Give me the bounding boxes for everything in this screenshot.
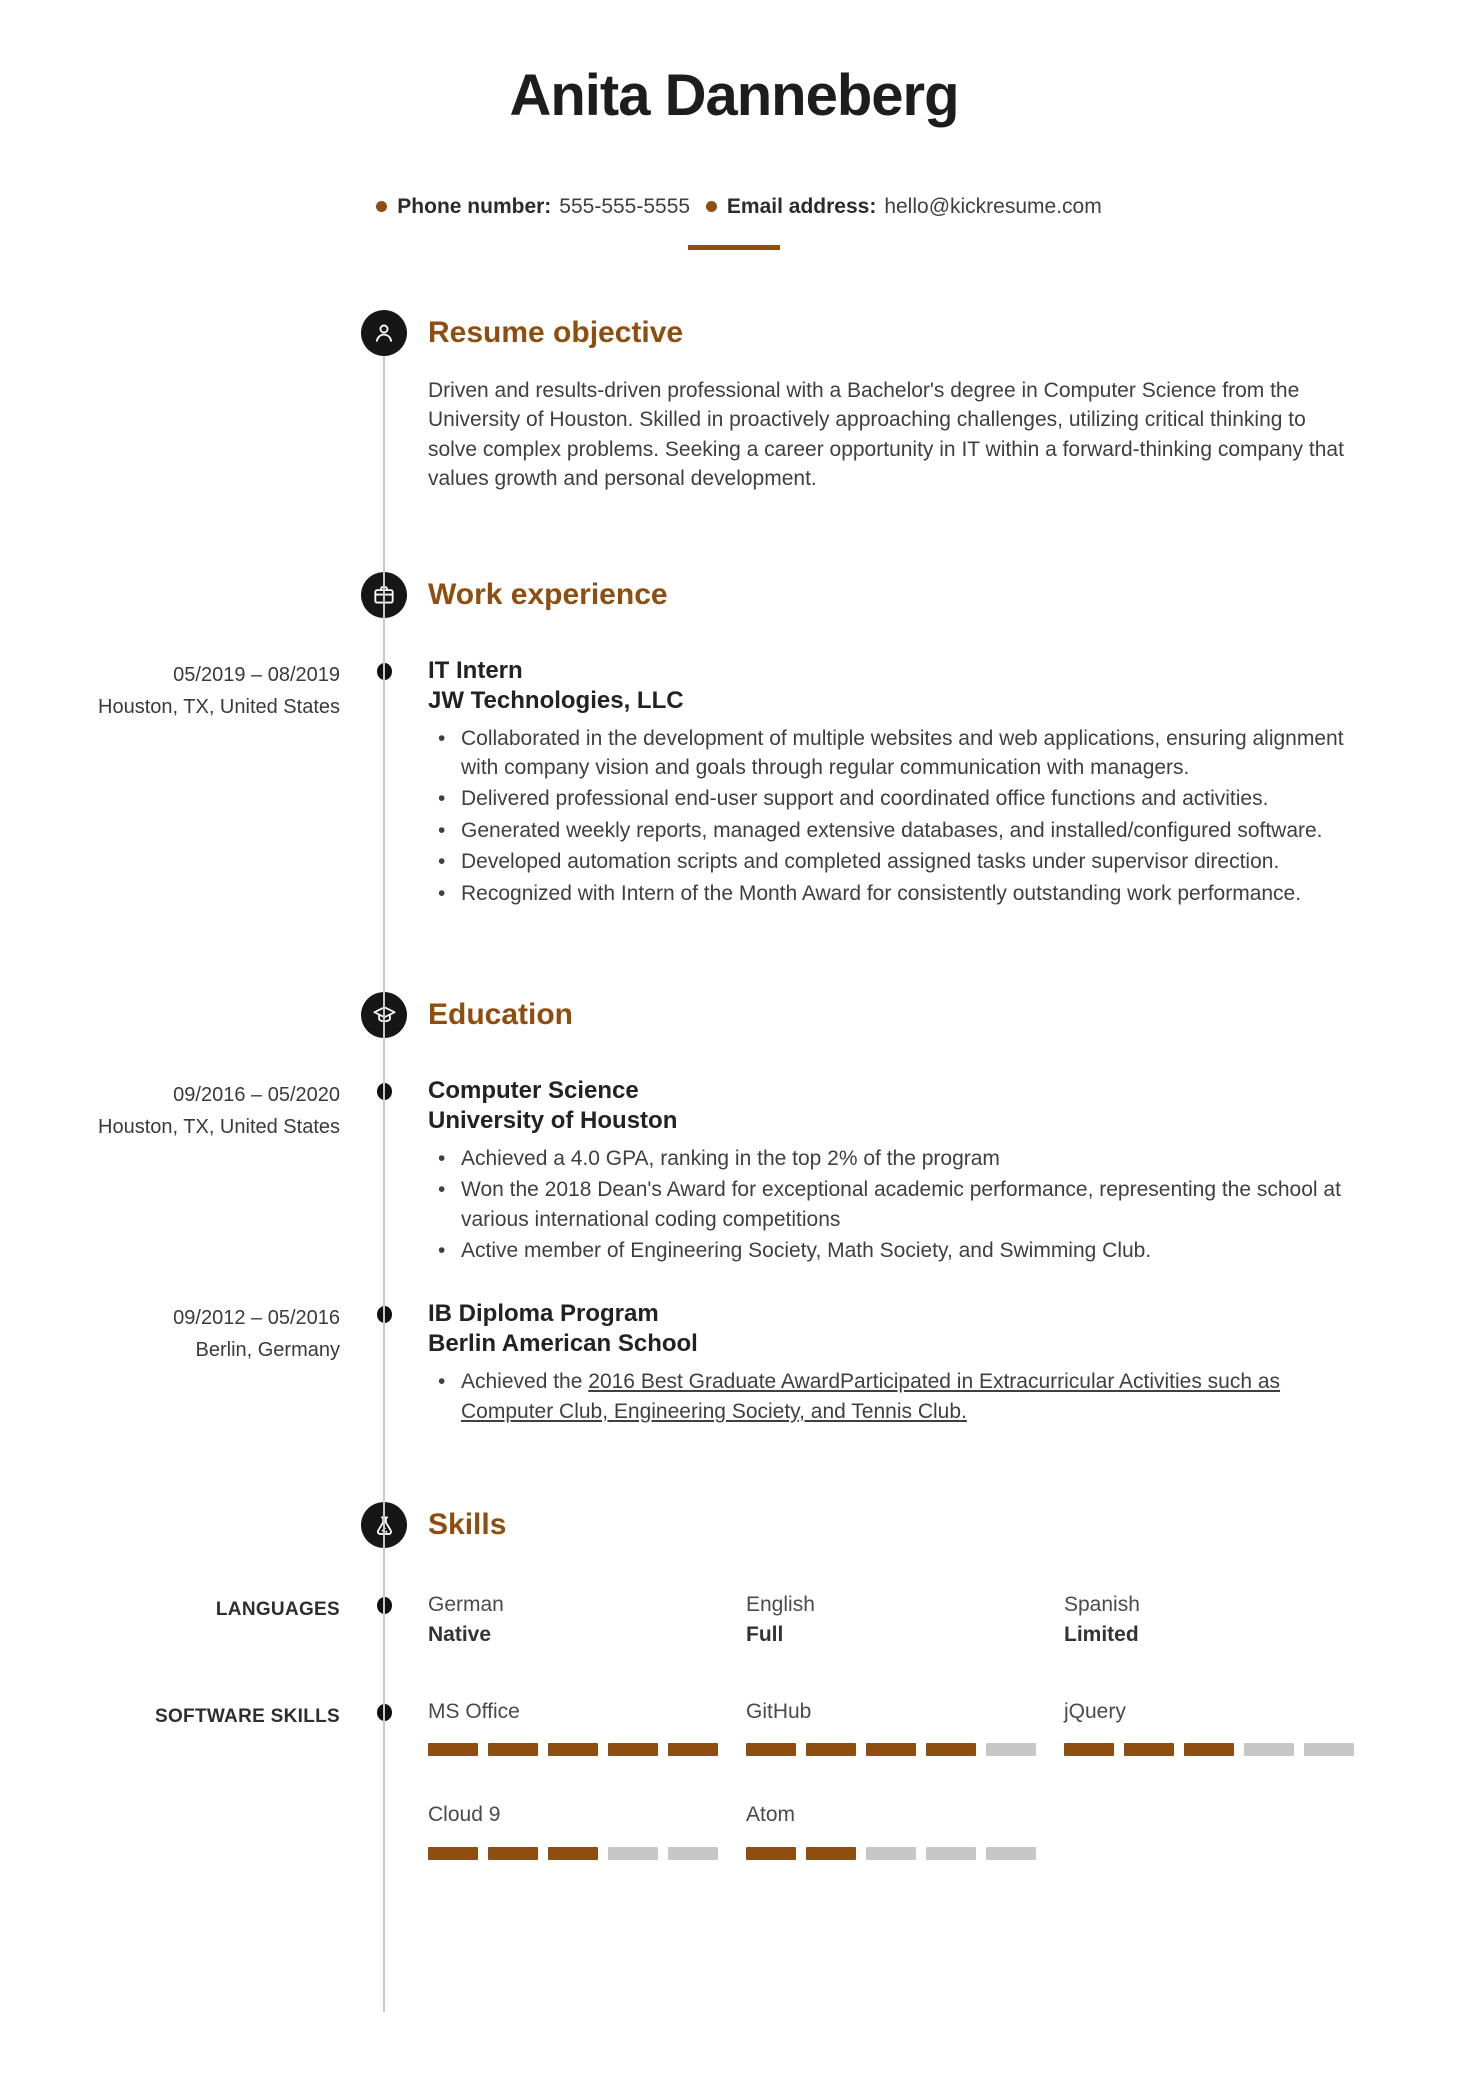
software-skills-row — [0, 1697, 1468, 1756]
section-title-objective: Resume objective — [428, 316, 684, 349]
work-role: IT Intern — [428, 656, 523, 684]
software-skill-name: GitHub — [746, 1700, 812, 1724]
rating-segment-filled — [746, 1743, 796, 1756]
rating-segment-filled — [428, 1847, 478, 1860]
rating-segment-empty — [986, 1743, 1036, 1756]
education-entry — [0, 1299, 1468, 1426]
work-bullet: • Recognized with Intern of the Month Award for consistently outstanding work performance. — [428, 879, 1346, 908]
skill-rating-bar — [428, 1847, 746, 1860]
education-dates: 09/2012 – 05/2016 — [173, 1307, 340, 1330]
rating-segment-filled — [746, 1847, 796, 1860]
rating-segment-filled — [608, 1743, 658, 1756]
language-level: Native — [428, 1622, 492, 1646]
phone-value: 555-555-5555 — [559, 195, 691, 218]
education-degree: Computer Science — [428, 1076, 639, 1104]
work-bullet: • Delivered professional end-user support and coordinated office functions and activities. — [428, 784, 1346, 813]
objective-body — [0, 376, 1468, 494]
software-skill-item — [746, 1697, 1064, 1756]
rating-segment-filled — [1064, 1743, 1114, 1756]
education-bullet: • Achieved the 2016 Best Graduate AwardParticipated in Extracurricular Activities such as Computer Club, Engineering Society, and Tennis Club. — [428, 1367, 1346, 1426]
page-title: Anita Danneberg — [509, 63, 959, 128]
work-bullet-list — [428, 724, 1346, 908]
rating-segment-empty — [866, 1847, 916, 1860]
language-level: Full — [746, 1622, 784, 1646]
rating-segment-filled — [548, 1847, 598, 1860]
rating-segment-filled — [866, 1743, 916, 1756]
education-degree: IB Diploma Program — [428, 1300, 659, 1328]
education-entry — [0, 1076, 1468, 1266]
education-entry-meta — [0, 1299, 340, 1366]
rating-segment-empty — [986, 1847, 1036, 1860]
bullet-dot-icon — [376, 201, 387, 212]
timeline-line — [383, 356, 385, 2012]
skill-rating-bar — [746, 1743, 1064, 1756]
language-level: Limited — [1064, 1622, 1139, 1646]
software-skills-label: SOFTWARE SKILLS — [155, 1706, 340, 1728]
section-skills-header — [0, 1502, 1468, 1548]
section-education-header — [0, 992, 1468, 1038]
section-objective-header — [0, 310, 1468, 356]
work-entry-meta — [0, 656, 340, 723]
section-work-header — [0, 572, 1468, 618]
software-skill-item — [746, 1800, 1064, 1859]
rating-segment-filled — [926, 1743, 976, 1756]
education-bullet: • Active member of Engineering Society, Math Society, and Swimming Club. — [428, 1236, 1346, 1265]
languages-row — [0, 1590, 1468, 1649]
rating-segment-filled — [1184, 1743, 1234, 1756]
person-icon — [361, 310, 407, 356]
rating-segment-filled — [488, 1847, 538, 1860]
work-entry-content — [428, 656, 1346, 908]
skill-rating-bar — [428, 1743, 746, 1756]
software-skill-item — [428, 1800, 746, 1859]
education-entry-content — [428, 1076, 1346, 1266]
rating-segment-empty — [608, 1847, 658, 1860]
rating-segment-filled — [806, 1847, 856, 1860]
work-dates: 05/2019 – 08/2019 — [173, 663, 340, 686]
education-location: Houston, TX, United States — [98, 1115, 340, 1138]
rating-segment-filled — [488, 1743, 538, 1756]
language-item — [428, 1590, 746, 1649]
work-location: Houston, TX, United States — [98, 695, 340, 718]
education-school: University of Houston — [428, 1106, 678, 1134]
rating-segment-filled — [428, 1743, 478, 1756]
languages-label: LANGUAGES — [215, 1599, 340, 1621]
phone-label: Phone number: — [397, 195, 552, 218]
education-school: Berlin American School — [428, 1330, 698, 1358]
email-label: Email address: — [726, 195, 877, 218]
education-dates: 09/2016 – 05/2020 — [173, 1083, 340, 1106]
education-bullet: • Won the 2018 Dean's Award for exceptional academic performance, representing the school at various international coding competitions — [428, 1175, 1346, 1234]
rating-segment-empty — [668, 1847, 718, 1860]
rating-segment-empty — [1304, 1743, 1354, 1756]
education-location: Berlin, Germany — [195, 1339, 340, 1362]
language-name: English — [746, 1593, 815, 1617]
language-item — [1064, 1590, 1382, 1649]
software-skill-name: MS Office — [428, 1700, 520, 1724]
language-item — [746, 1590, 1064, 1649]
education-entry-meta — [0, 1076, 340, 1143]
software-skill-item — [1064, 1697, 1382, 1756]
education-bullet: • Achieved a 4.0 GPA, ranking in the top 2% of the program — [428, 1144, 1346, 1173]
section-title-work: Work experience — [428, 577, 668, 611]
contact-line — [0, 195, 1468, 219]
skill-rating-bar — [1064, 1743, 1382, 1756]
work-bullet: • Generated weekly reports, managed extensive databases, and installed/configured software. — [428, 816, 1346, 845]
work-bullet: • Developed automation scripts and completed assigned tasks under supervisor direction. — [428, 847, 1346, 876]
skill-rating-bar — [746, 1847, 1064, 1860]
objective-text: Driven and results-driven professional with a Bachelor's degree in Computer Science from the University of Houston. Skilled in proactively approaching challenges, utilizing critical thinking to solve complex problems. Seeking a career opportunity in IT within a forward-thinking company that values growth and personal development. — [428, 379, 1344, 491]
underlined-text: 2016 Best Graduate AwardParticipated in Extracurricular Activities such as Computer Club, Engineering Society, and Tennis Club. — [461, 1370, 1281, 1423]
software-skills-row — [0, 1800, 1468, 1859]
rating-segment-filled — [668, 1743, 718, 1756]
rating-segment-empty — [926, 1847, 976, 1860]
software-skill-item — [428, 1697, 746, 1756]
rating-segment-filled — [548, 1743, 598, 1756]
email-value: hello@kickresume.com — [884, 195, 1102, 218]
education-bullet-list — [428, 1367, 1346, 1426]
education-bullet-list — [428, 1144, 1346, 1266]
software-skill-name: Atom — [746, 1803, 796, 1827]
bullet-dot-icon — [706, 201, 717, 212]
software-skill-name: Cloud 9 — [428, 1803, 501, 1827]
rating-segment-empty — [1244, 1743, 1294, 1756]
accent-divider — [688, 245, 780, 250]
work-company: JW Technologies, LLC — [428, 686, 684, 714]
section-title-education: Education — [428, 997, 574, 1031]
work-bullet: • Collaborated in the development of multiple websites and web applications, ensuring alignment with company vision and goals through regular communication with managers. — [428, 724, 1346, 783]
work-entry — [0, 656, 1468, 908]
rating-segment-filled — [806, 1743, 856, 1756]
section-title-skills: Skills — [428, 1508, 507, 1542]
education-entry-content — [428, 1299, 1346, 1426]
language-name: Spanish — [1064, 1593, 1140, 1617]
software-skill-name: jQuery — [1064, 1700, 1126, 1724]
rating-segment-filled — [1124, 1743, 1174, 1756]
language-name: German — [428, 1593, 504, 1617]
